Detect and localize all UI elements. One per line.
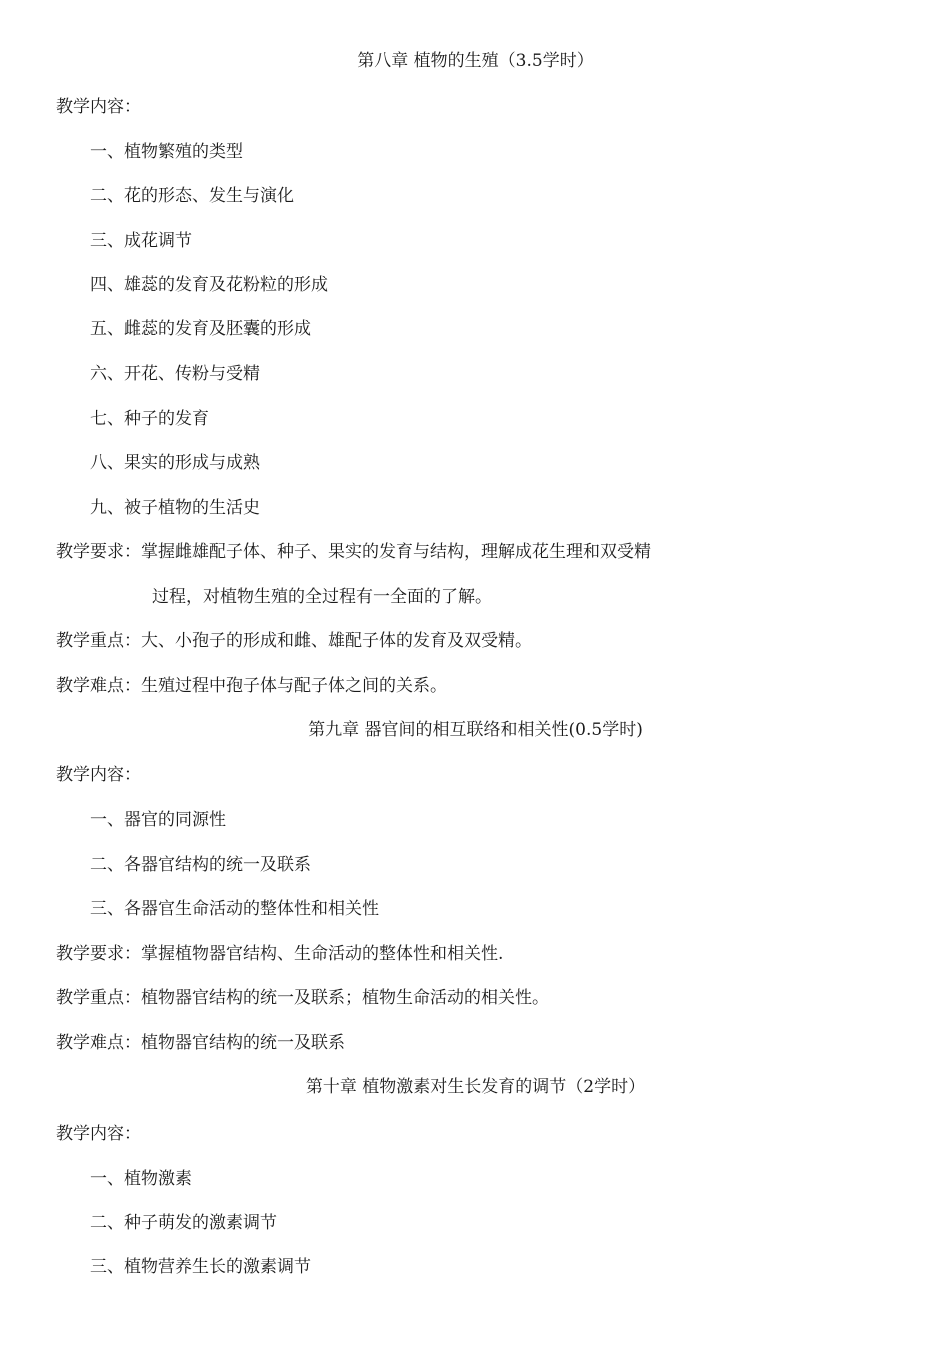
chapter-9-key-points: 教学重点：植物器官结构的统一及联系；植物生命活动的相关性。 [56, 988, 549, 1008]
chapter-8-item: 三、成花调节 [90, 231, 192, 251]
chapter-9-difficulties: 教学难点：植物器官结构的统一及联系 [56, 1033, 345, 1053]
chapter-8-key-points: 教学重点：大、小孢子的形成和雌、雄配子体的发育及双受精。 [56, 631, 532, 651]
chapter-10-item: 二、种子萌发的激素调节 [90, 1213, 277, 1233]
chapter-9-item: 一、器官的同源性 [90, 810, 226, 830]
chapter-10-item: 一、植物激素 [90, 1169, 192, 1189]
chapter-8-requirement-continued: 过程，对植物生殖的全过程有一全面的了解。 [152, 587, 492, 607]
chapter-8-item: 九、被子植物的生活史 [90, 498, 260, 518]
chapter-8-item: 五、雌蕊的发育及胚囊的形成 [90, 319, 311, 339]
chapter-8-item: 八、果实的形成与成熟 [90, 453, 260, 473]
chapter-9-title: 第九章 器官间的相互联络和相关性(0.5学时) [308, 720, 643, 740]
chapter-8-requirement: 教学要求：掌握雌雄配子体、种子、果实的发育与结构，理解成花生理和双受精 [56, 542, 651, 562]
chapter-8-item: 六、开花、传粉与受精 [90, 364, 260, 384]
chapter-8-title: 第八章 植物的生殖（3.5学时） [357, 51, 594, 71]
chapter-9-requirement: 教学要求：掌握植物器官结构、生命活动的整体性和相关性. [56, 944, 504, 964]
chapter-10-title: 第十章 植物激素对生长发育的调节（2学时） [305, 1077, 646, 1097]
chapter-10-item: 三、植物营养生长的激素调节 [90, 1257, 311, 1277]
chapter-8-content-label: 教学内容： [56, 97, 141, 117]
chapter-8-difficulties: 教学难点：生殖过程中孢子体与配子体之间的关系。 [56, 676, 447, 696]
chapter-8-item: 七、种子的发育 [90, 409, 209, 429]
chapter-8-item: 四、雄蕊的发育及花粉粒的形成 [90, 275, 328, 295]
chapter-9-content-label: 教学内容： [56, 765, 141, 785]
chapter-8-item: 一、植物繁殖的类型 [90, 142, 243, 162]
chapter-9-item: 二、各器官结构的统一及联系 [90, 855, 311, 875]
chapter-9-item: 三、各器官生命活动的整体性和相关性 [90, 899, 379, 919]
chapter-8-item: 二、花的形态、发生与演化 [90, 186, 294, 206]
chapter-10-content-label: 教学内容： [56, 1124, 141, 1144]
